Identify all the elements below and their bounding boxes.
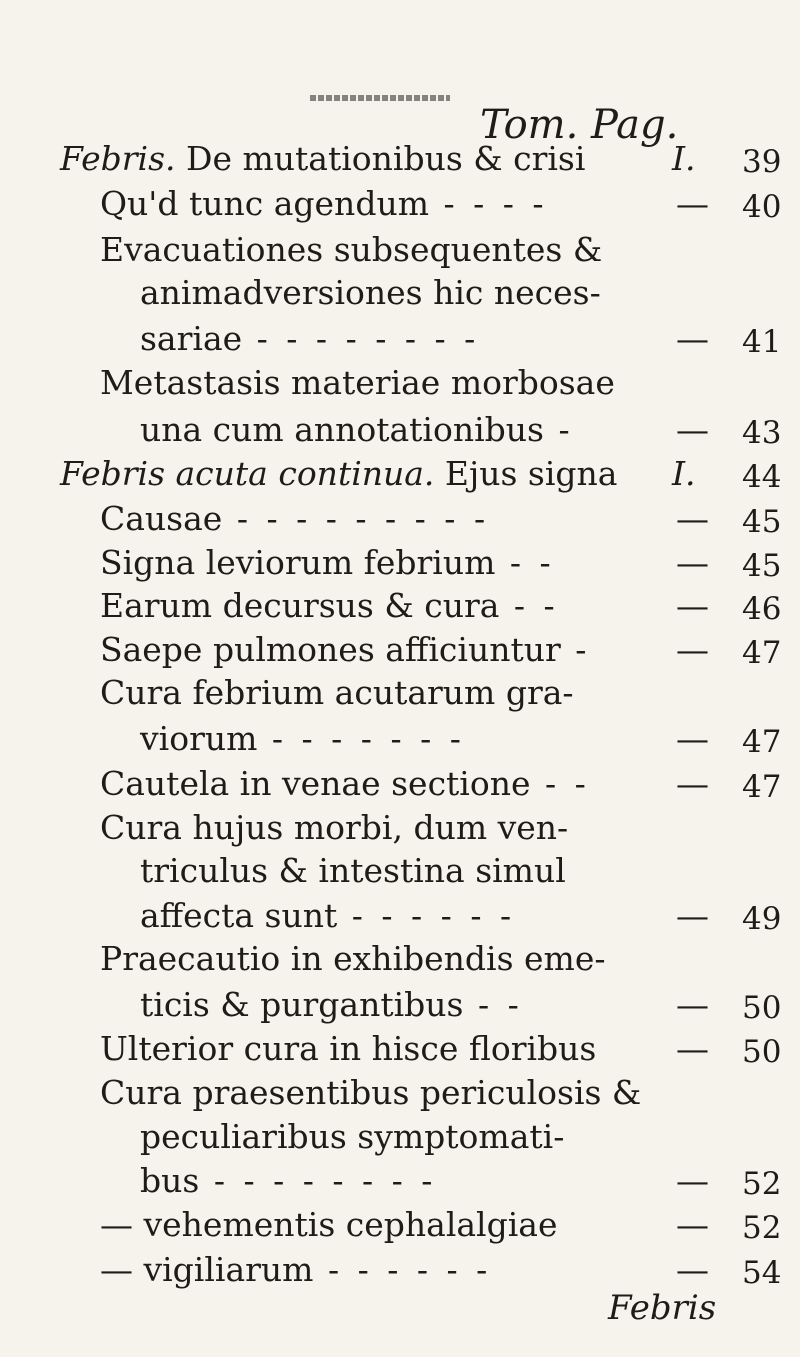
page-number: 40	[742, 189, 782, 225]
entry-text: Praecautio in exhibendis eme-	[100, 939, 606, 978]
leader-dots: - -	[495, 543, 555, 582]
index-entry	[140, 896, 516, 935]
index-entry	[100, 764, 590, 803]
index-entry	[140, 1117, 565, 1156]
entry-text: Causae	[100, 499, 223, 538]
index-entry	[140, 719, 465, 758]
ditto-dash: —	[676, 184, 707, 223]
ditto-dash: —	[676, 319, 707, 358]
ditto-dash: —	[676, 543, 707, 582]
volume-marker: I.	[672, 139, 696, 178]
ditto-dash: —	[676, 410, 707, 449]
volume-marker: I.	[672, 454, 696, 493]
page-number: 47	[742, 724, 782, 760]
page-number: 39	[742, 144, 782, 180]
index-entry	[100, 808, 569, 847]
leader-dots: - - - - - - - -	[242, 319, 480, 358]
entry-italic-text: Febris.	[60, 139, 176, 178]
page-number: 52	[742, 1166, 782, 1202]
index-entry	[100, 630, 591, 669]
entry-text: triculus & intestina simul	[140, 851, 566, 890]
index-entry	[140, 985, 523, 1024]
entry-text: Qu'd tunc agendum	[100, 184, 429, 223]
leader-dots: - - - - - -	[337, 896, 516, 935]
entry-text: Ejus signa	[434, 454, 618, 493]
page-number: 45	[742, 504, 782, 540]
page-number: 45	[742, 548, 782, 584]
index-entry	[100, 1250, 492, 1289]
ditto-dash: —	[676, 1205, 707, 1244]
entry-text: Ulterior cura in hisce floribus	[100, 1029, 597, 1068]
entry-text: bus	[140, 1161, 200, 1200]
index-entry	[140, 273, 601, 312]
page-number: 54	[742, 1255, 782, 1291]
page-number: 50	[742, 990, 782, 1026]
index-entry	[60, 139, 586, 178]
running-header: Tom. Pag.	[480, 102, 679, 148]
index-entry	[140, 851, 566, 890]
page-number: 50	[742, 1034, 782, 1070]
entry-text: Metastasis materiae morbosae	[100, 363, 615, 402]
page-number: 43	[742, 415, 782, 451]
entry-text: Cura praesentibus periculosis &	[100, 1073, 642, 1112]
entry-text: — vigiliarum	[100, 1250, 314, 1289]
entry-text: Signa leviorum febrium	[100, 543, 496, 582]
page-number: 49	[742, 901, 782, 937]
index-entry	[100, 363, 615, 402]
ditto-dash: —	[676, 630, 707, 669]
index-entry	[100, 184, 548, 223]
ditto-dash: —	[676, 1161, 707, 1200]
entry-text: Cura hujus morbi, dum ven-	[100, 808, 569, 847]
leader-dots: - -	[463, 985, 523, 1024]
entry-text: Cautela in venae sectione	[100, 764, 531, 803]
leader-dots: - - - - - -	[313, 1250, 492, 1289]
entry-text: Saepe pulmones afficiuntur	[100, 630, 561, 669]
index-entry	[140, 1161, 437, 1200]
page-number: 47	[742, 635, 782, 671]
leader-dots: - - - - - - - -	[199, 1161, 437, 1200]
leader-dots: - -	[499, 586, 559, 625]
index-entry	[100, 230, 603, 269]
leader-dots: - - - - - - - - -	[222, 499, 490, 538]
index-entry	[100, 673, 574, 712]
index-entry	[100, 1205, 558, 1244]
entry-italic-text: Febris acuta continua.	[60, 454, 435, 493]
ornamental-rule	[310, 95, 450, 101]
leader-dots: - - - - - - -	[257, 719, 465, 758]
ditto-dash: —	[676, 586, 707, 625]
index-entry	[100, 1029, 597, 1068]
index-entry	[60, 454, 618, 493]
entry-text: una cum annotationibus	[140, 410, 544, 449]
leader-dots: -	[560, 630, 591, 669]
index-entry	[100, 586, 559, 625]
entry-text: viorum	[140, 719, 258, 758]
leader-dots: -	[543, 410, 574, 449]
entry-text: sariae	[140, 319, 243, 358]
ditto-dash: —	[676, 985, 707, 1024]
index-entry	[140, 319, 480, 358]
page-number: 46	[742, 591, 782, 627]
entry-text: — vehementis cephalalgiae	[100, 1205, 558, 1244]
entry-text: Cura febrium acutarum gra-	[100, 673, 574, 712]
index-entry	[100, 543, 555, 582]
entry-text: Evacuationes subsequentes &	[100, 230, 603, 269]
index-entry	[100, 1073, 642, 1112]
ditto-dash: —	[676, 499, 707, 538]
entry-text: affecta sunt	[140, 896, 338, 935]
ditto-dash: —	[676, 719, 707, 758]
catchword: Febris	[608, 1288, 717, 1328]
ditto-dash: —	[676, 1250, 707, 1289]
entry-text: Earum decursus & cura	[100, 586, 500, 625]
entry-text: De mutationibus & crisi	[175, 139, 586, 178]
index-entry	[100, 499, 490, 538]
ditto-dash: —	[676, 764, 707, 803]
leader-dots: - - - -	[429, 184, 548, 223]
page-number: 41	[742, 324, 782, 360]
leader-dots: - -	[530, 764, 590, 803]
ditto-dash: —	[676, 896, 707, 935]
entry-text: peculiaribus symptomati-	[140, 1117, 565, 1156]
entry-text: animadversiones hic neces-	[140, 273, 601, 312]
index-entry	[100, 939, 606, 978]
page-number: 52	[742, 1210, 782, 1246]
page-number: 44	[742, 459, 782, 495]
entry-text: ticis & purgantibus	[140, 985, 464, 1024]
ditto-dash: —	[676, 1029, 707, 1068]
index-entry	[140, 410, 574, 449]
page-number: 47	[742, 769, 782, 805]
